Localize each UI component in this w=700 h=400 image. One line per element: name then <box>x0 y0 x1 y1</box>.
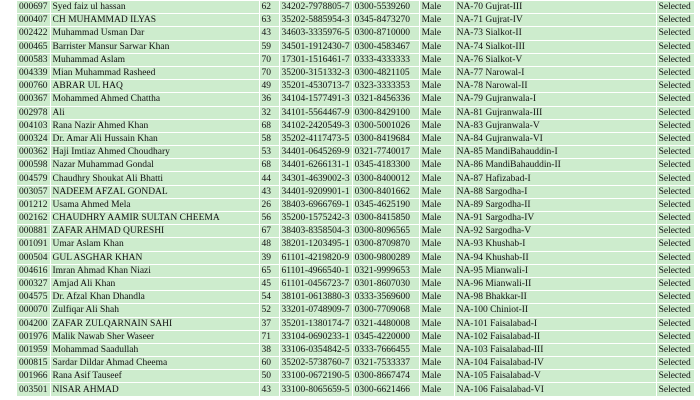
cell-mobile: 0300-8400012 <box>353 172 419 184</box>
cell-age: 52 <box>260 304 279 316</box>
cell-mobile: 0323-3333353 <box>353 80 419 92</box>
table-row <box>17 291 694 303</box>
cell-mobile: 0300-7709068 <box>353 304 419 316</box>
cell-status: Selected <box>657 199 694 211</box>
table-row <box>17 146 694 158</box>
cell-constituency: NA-87 Hafizabad-I <box>455 172 656 184</box>
table-row <box>17 67 694 79</box>
cell-mobile: 0300-8667474 <box>353 370 419 382</box>
table-row <box>17 186 694 198</box>
cell-mobile: 0321-7533337 <box>353 357 419 369</box>
cell-cnic: 34202-7978805-7 <box>281 2 350 13</box>
cell-candidate-name: ZAFAR AHMAD QURESHI <box>51 225 259 237</box>
cell-candidate-id: 003057 <box>19 186 48 197</box>
cell-gender: Male <box>420 1 454 13</box>
table-row <box>17 344 694 356</box>
cell-cnic: 38201-1203495-1 <box>281 239 350 250</box>
table-body <box>17 1 694 396</box>
cell-mobile: 0300-8419684 <box>353 133 419 145</box>
cell-gender: Male <box>420 238 454 250</box>
cell-mobile: 0321-9999653 <box>353 265 419 277</box>
table-row <box>17 212 694 224</box>
cell-age: 68 <box>260 159 279 171</box>
cell-candidate-id: 004575 <box>19 292 48 303</box>
cell-mobile: 0345-4625190 <box>353 199 419 211</box>
cell-constituency: NA-94 Khushab-II <box>455 252 656 264</box>
cell-cnic: 35200-1575242-3 <box>281 213 350 224</box>
cell-gender: Male <box>420 120 454 132</box>
cell-constituency: NA-79 Gujranwala-I <box>455 93 656 105</box>
cell-age: 36 <box>260 93 279 105</box>
cell-age: 67 <box>260 225 279 237</box>
cell-constituency: NA-100 Chiniot-II <box>455 304 656 316</box>
cell-mobile: 0300-4583467 <box>353 41 419 53</box>
cell-cnic: 34104-1577491-3 <box>281 94 350 105</box>
table-row <box>17 120 694 132</box>
cell-status: Selected <box>657 331 694 343</box>
cell-candidate-name: CH MUHAMMAD ILYAS <box>51 14 259 26</box>
cell-status: Selected <box>657 238 694 250</box>
cell-cnic: 61101-0456723-7 <box>280 278 352 290</box>
cell-constituency: NA-84 Gujranwala-VI <box>455 133 656 145</box>
cell-candidate-id: 001976 <box>19 331 48 342</box>
cell-candidate-name: Zulfiqar Ali Shah <box>51 304 259 316</box>
cell-cnic: 35202-4117473-5 <box>280 133 352 145</box>
cell-constituency: NA-93 Khushab-I <box>455 238 656 250</box>
cell-status: Selected <box>657 133 694 145</box>
cell-candidate-id: 000583 <box>19 54 48 65</box>
cell-age: 43 <box>260 27 279 39</box>
table-row <box>17 27 694 39</box>
cell-mobile: 0300-8710000 <box>353 27 419 39</box>
cell-age: 45 <box>260 278 279 290</box>
cell-mobile: 0345-4183300 <box>353 159 419 171</box>
cell-constituency: NA-103 Faisalabad-III <box>455 344 656 356</box>
cell-constituency: NA-74 Sialkot-III <box>455 41 656 53</box>
cell-candidate-name: Mohammad Saadullah <box>51 344 259 356</box>
cell-gender: Male <box>420 265 454 277</box>
cell-candidate-name: Syed faiz ul hassan <box>51 1 259 13</box>
cell-constituency: NA-76 Sialkot-V <box>455 54 656 66</box>
cell-candidate-name: Ali <box>51 107 259 119</box>
cell-status: Selected <box>657 80 694 92</box>
cell-gender: Male <box>420 41 454 53</box>
cell-candidate-id: 001966 <box>19 371 48 382</box>
cell-cnic: 35201-4530713-7 <box>281 81 350 92</box>
candidate-table <box>16 0 695 397</box>
cell-status: Selected <box>657 186 694 198</box>
table-row <box>17 252 694 264</box>
cell-cnic: 17301-1516461-7 <box>281 54 350 65</box>
cell-age: 50 <box>260 370 279 382</box>
cell-candidate-id: 001091 <box>19 239 48 250</box>
cell-candidate-name: CHAUDHRY AAMIR SULTAN CHEEMA <box>51 212 259 224</box>
cell-candidate-id: 002422 <box>19 28 48 39</box>
table-row <box>17 41 694 53</box>
cell-gender: Male <box>420 212 454 224</box>
cell-status: Selected <box>657 370 694 382</box>
cell-mobile: 0333-7666455 <box>353 344 419 356</box>
cell-candidate-name: Chaudhry Shoukat Ali Bhatti <box>51 172 259 184</box>
cell-age: 43 <box>260 186 279 198</box>
cell-mobile: 0300-5539260 <box>353 1 419 13</box>
cell-status: Selected <box>657 172 694 184</box>
cell-candidate-id: 001212 <box>19 199 48 210</box>
cell-age: 68 <box>260 120 279 132</box>
cell-candidate-id: 004616 <box>19 265 48 276</box>
cell-status: Selected <box>657 146 694 158</box>
cell-candidate-name: Usama Ahmed Mela <box>51 199 259 211</box>
cell-candidate-name: Nazar Muhammad Gondal <box>51 159 259 171</box>
cell-candidate-id: 000697 <box>19 2 48 13</box>
cell-status: Selected <box>657 357 694 369</box>
cell-cnic: 34401-0645269-9 <box>281 147 350 158</box>
cell-age: 44 <box>260 172 279 184</box>
cell-candidate-id: 000362 <box>19 147 48 158</box>
table-row <box>17 370 694 382</box>
cell-cnic: 34401-9209901-1 <box>281 186 350 197</box>
cell-candidate-name: Sardar Dildar Ahmad Cheema <box>51 357 259 369</box>
cell-candidate-id: 000815 <box>19 358 48 369</box>
cell-mobile: 0345-4220000 <box>353 331 419 343</box>
cell-cnic: 35202-5885954-3 <box>281 15 350 26</box>
cell-constituency: NA-96 Mianwali-II <box>455 278 656 290</box>
cell-age: 53 <box>260 146 279 158</box>
cell-status: Selected <box>657 344 694 356</box>
cell-constituency: NA-95 Mianwali-I <box>455 265 656 277</box>
cell-constituency: NA-86 MandiBahauddin-II <box>455 159 656 171</box>
cell-constituency: NA-92 Sargodha-V <box>455 225 656 237</box>
cell-candidate-name: Muhammad Usman Dar <box>51 27 259 39</box>
cell-constituency: NA-88 Sargodha-I <box>455 186 656 198</box>
table-row <box>17 107 694 119</box>
cell-mobile: 0300-5001026 <box>353 120 419 132</box>
cell-age: 62 <box>260 1 279 13</box>
cell-mobile: 0300-6621466 <box>353 383 419 395</box>
cell-candidate-id: 004200 <box>19 318 48 329</box>
cell-age: 43 <box>260 383 279 395</box>
cell-candidate-id: 000465 <box>19 41 48 52</box>
cell-age: 48 <box>260 238 279 250</box>
cell-candidate-id: 004339 <box>19 68 48 79</box>
cell-constituency: NA-70 Gujrat-III <box>455 1 656 13</box>
cell-mobile: 0300-8415850 <box>353 212 419 224</box>
table-row <box>17 1 694 13</box>
cell-constituency: NA-106 Faisalabad-VI <box>455 383 656 395</box>
cell-mobile: 0321-7740017 <box>353 146 419 158</box>
cell-status: Selected <box>657 41 694 53</box>
table-row <box>17 357 694 369</box>
table-row <box>17 265 694 277</box>
cell-gender: Male <box>420 318 454 330</box>
cell-constituency: NA-89 Sargodha-II <box>455 199 656 211</box>
cell-age: 70 <box>260 67 279 79</box>
table-row <box>17 172 694 184</box>
cell-candidate-id: 000070 <box>19 305 48 316</box>
cell-cnic: 34101-5564467-9 <box>281 107 350 118</box>
cell-status: Selected <box>657 1 694 13</box>
cell-candidate-id: 004103 <box>19 120 48 131</box>
cell-gender: Male <box>420 331 454 343</box>
cell-mobile: 0333-4333333 <box>353 54 419 66</box>
table-row <box>17 238 694 250</box>
cell-cnic: 34102-2420549-3 <box>281 120 350 131</box>
cell-candidate-name: Rana Nazir Ahmed Khan <box>51 120 259 132</box>
cell-status: Selected <box>657 27 694 39</box>
cell-candidate-name: Imran Ahmad Khan Niazi <box>51 265 259 277</box>
cell-gender: Male <box>420 186 454 198</box>
cell-candidate-id: 000760 <box>19 81 48 92</box>
cell-constituency: NA-101 Faisalabad-I <box>455 318 656 330</box>
cell-candidate-name: Barrister Mansur Sarwar Khan <box>51 41 259 53</box>
cell-candidate-id: 000407 <box>19 15 48 26</box>
cell-mobile: 0301-8607030 <box>353 278 419 290</box>
cell-status: Selected <box>657 54 694 66</box>
cell-status: Selected <box>657 252 694 264</box>
cell-cnic: 34401-6266131-1 <box>281 160 350 171</box>
cell-mobile: 0300-8709870 <box>353 238 419 250</box>
cell-constituency: NA-98 Bhakkar-II <box>455 291 656 303</box>
cell-cnic: 61101-4219820-9 <box>280 252 352 264</box>
cell-candidate-id: 002978 <box>19 107 48 118</box>
cell-cnic: 33201-0748909-7 <box>281 305 350 316</box>
cell-constituency: NA-85 MandiBahauddin-I <box>455 146 656 158</box>
cell-candidate-name: Mohammed Ahmed Chattha <box>51 93 259 105</box>
cell-status: Selected <box>657 265 694 277</box>
cell-age: 70 <box>260 54 279 66</box>
cell-cnic: 33106-0354842-5 <box>281 344 350 355</box>
cell-cnic: 34603-3335976-5 <box>281 28 350 39</box>
table-row <box>17 331 694 343</box>
cell-age: 56 <box>260 212 279 224</box>
cell-cnic: 35201-1380174-7 <box>281 318 350 329</box>
table-row <box>17 159 694 171</box>
cell-mobile: 0300-9800289 <box>353 252 419 264</box>
cell-candidate-id: 000598 <box>19 160 48 171</box>
cell-gender: Male <box>420 14 454 26</box>
cell-cnic: 33100-0672190-5 <box>281 371 350 382</box>
cell-candidate-name: Muhammad Aslam <box>51 54 259 66</box>
cell-cnic: 38101-0613880-3 <box>281 292 350 303</box>
cell-cnic: 61101-4966540-1 <box>280 265 352 277</box>
cell-gender: Male <box>420 54 454 66</box>
cell-constituency: NA-91 Sargodha-IV <box>455 212 656 224</box>
cell-gender: Male <box>420 146 454 158</box>
table-row <box>17 133 694 145</box>
cell-candidate-name: Mian Muhammad Rasheed <box>51 67 259 79</box>
cell-cnic: 33100-8065659-5 <box>281 384 350 395</box>
table-row <box>17 54 694 66</box>
cell-candidate-name: Malik Nawab Sher Waseer <box>51 331 259 343</box>
cell-age: 58 <box>260 133 279 145</box>
table-row <box>17 199 694 211</box>
cell-gender: Male <box>420 344 454 356</box>
cell-candidate-name: ZAFAR ZULQARNAIN SAHI <box>51 318 259 330</box>
cell-gender: Male <box>420 93 454 105</box>
table-row <box>17 80 694 92</box>
cell-status: Selected <box>657 291 694 303</box>
cell-gender: Male <box>420 107 454 119</box>
cell-constituency: NA-78 Narowal-II <box>455 80 656 92</box>
cell-constituency: NA-77 Narowal-I <box>455 67 656 79</box>
cell-mobile: 0321-8456336 <box>353 93 419 105</box>
cell-gender: Male <box>420 278 454 290</box>
cell-mobile: 0333-3569600 <box>353 291 419 303</box>
table-row <box>17 304 694 316</box>
cell-age: 32 <box>260 107 279 119</box>
cell-age: 60 <box>260 357 279 369</box>
cell-age: 39 <box>260 252 279 264</box>
cell-candidate-name: Umar Aslam Khan <box>51 238 259 250</box>
cell-candidate-id: 004579 <box>19 173 48 184</box>
table-row <box>17 318 694 330</box>
cell-age: 65 <box>260 265 279 277</box>
cell-age: 38 <box>260 344 279 356</box>
cell-candidate-id: 002162 <box>19 213 48 224</box>
cell-gender: Male <box>420 252 454 264</box>
cell-age: 63 <box>260 14 279 26</box>
cell-gender: Male <box>420 172 454 184</box>
cell-status: Selected <box>657 318 694 330</box>
cell-candidate-name: ABRAR UL HAQ <box>51 80 259 92</box>
cell-status: Selected <box>657 383 694 395</box>
cell-gender: Male <box>420 133 454 145</box>
cell-candidate-id: 003501 <box>19 384 48 395</box>
cell-constituency: NA-102 Faisalabad-II <box>455 331 656 343</box>
cell-candidate-id: 000504 <box>19 252 48 263</box>
cell-candidate-name: GUL ASGHAR KHAN <box>51 252 259 264</box>
cell-cnic: 34301-4639002-3 <box>281 173 350 184</box>
cell-cnic: 34501-1912430-7 <box>281 41 350 52</box>
cell-cnic: 33104-0690233-1 <box>281 331 350 342</box>
cell-status: Selected <box>657 225 694 237</box>
cell-gender: Male <box>420 370 454 382</box>
cell-cnic: 38403-8358504-3 <box>281 226 350 237</box>
cell-gender: Male <box>420 67 454 79</box>
cell-constituency: NA-81 Gujranwala-III <box>455 107 656 119</box>
cell-candidate-name: Haji Imtiaz Ahmed Choudhary <box>51 146 259 158</box>
candidate-table-container <box>16 0 695 397</box>
cell-age: 59 <box>260 41 279 53</box>
table-row <box>17 93 694 105</box>
cell-age: 54 <box>260 291 279 303</box>
cell-age: 26 <box>260 199 279 211</box>
cell-candidate-name: NISAR AHMAD <box>51 383 259 395</box>
cell-cnic: 38403-6966769-1 <box>281 199 350 210</box>
cell-status: Selected <box>657 304 694 316</box>
cell-candidate-id: 001959 <box>19 344 48 355</box>
cell-gender: Male <box>420 383 454 395</box>
table-row <box>17 14 694 26</box>
cell-status: Selected <box>657 159 694 171</box>
cell-status: Selected <box>657 14 694 26</box>
cell-gender: Male <box>420 357 454 369</box>
cell-age: 37 <box>260 318 279 330</box>
cell-gender: Male <box>420 304 454 316</box>
cell-gender: Male <box>420 80 454 92</box>
cell-gender: Male <box>420 199 454 211</box>
table-row <box>17 225 694 237</box>
cell-status: Selected <box>657 67 694 79</box>
cell-candidate-id: 000324 <box>19 133 48 144</box>
cell-candidate-name: Amjad Ali Khan <box>51 278 259 290</box>
cell-age: 71 <box>260 331 279 343</box>
cell-candidate-id: 000881 <box>19 226 48 237</box>
cell-gender: Male <box>420 291 454 303</box>
table-row <box>17 278 694 290</box>
cell-candidate-name: Dr. Afzal Khan Dhandla <box>51 291 259 303</box>
table-row <box>17 383 694 395</box>
cell-status: Selected <box>657 107 694 119</box>
cell-gender: Male <box>420 225 454 237</box>
cell-constituency: NA-83 Gujranwala-V <box>455 120 656 132</box>
cell-constituency: NA-105 Faisalabad-V <box>455 370 656 382</box>
cell-candidate-id: 000367 <box>19 94 48 105</box>
cell-candidate-name: NADEEM AFZAL GONDAL <box>51 186 259 198</box>
cell-gender: Male <box>420 159 454 171</box>
cell-mobile: 0300-8429100 <box>353 107 419 119</box>
cell-status: Selected <box>657 212 694 224</box>
cell-candidate-name: Rana Asif Tauseef <box>51 370 259 382</box>
cell-cnic: 35200-3151332-3 <box>281 68 350 79</box>
cell-constituency: NA-104 Faisalabad-IV <box>455 357 656 369</box>
cell-candidate-id: 000327 <box>19 279 48 290</box>
cell-mobile: 0321-4480008 <box>353 318 419 330</box>
cell-cnic: 35202-5738760-7 <box>281 358 350 369</box>
cell-status: Selected <box>657 120 694 132</box>
cell-age: 49 <box>260 80 279 92</box>
cell-mobile: 0300-8096565 <box>353 225 419 237</box>
cell-candidate-name: Dr. Amar Ali Hussain Khan <box>51 133 259 145</box>
cell-status: Selected <box>657 278 694 290</box>
cell-status: Selected <box>657 93 694 105</box>
cell-gender: Male <box>420 27 454 39</box>
cell-mobile: 0345-8473270 <box>353 14 419 26</box>
cell-constituency: NA-73 Sialkot-II <box>455 27 656 39</box>
cell-mobile: 0300-4821105 <box>353 67 419 79</box>
cell-mobile: 0300-8401662 <box>353 186 419 198</box>
cell-constituency: NA-71 Gujrat-IV <box>455 14 656 26</box>
